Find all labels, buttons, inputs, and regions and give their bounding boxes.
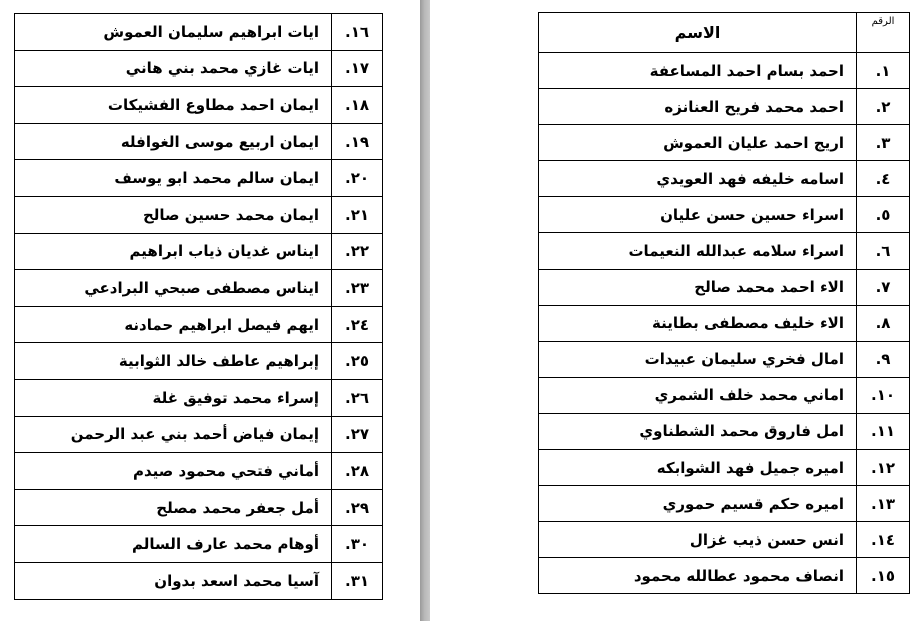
student-name: اسراء سلامه عبدالله النعيمات	[539, 233, 857, 269]
student-name: أمل جعفر محمد مصلح	[15, 489, 332, 526]
table-row	[539, 450, 910, 486]
student-name: الاء خليف مصطفى بطاينة	[539, 305, 857, 341]
table-row	[15, 87, 383, 124]
table-row	[15, 123, 383, 160]
student-name: امل فاروق محمد الشطناوي	[539, 413, 857, 449]
student-name: ايناس غديان ذياب ابراهيم	[15, 233, 332, 270]
table-row	[539, 125, 910, 161]
table-row	[539, 53, 910, 89]
row-number: ١٣.	[857, 486, 910, 522]
student-name: امال فخري سليمان عبيدات	[539, 341, 857, 377]
student-name: ايهم فيصل ابراهيم حمادنه	[15, 306, 332, 343]
table-row	[539, 89, 910, 125]
row-number: ١٧.	[332, 50, 383, 87]
row-number: ٦.	[857, 233, 910, 269]
row-number: ٢٣.	[332, 270, 383, 307]
row-number: ٧.	[857, 269, 910, 305]
table-row	[15, 562, 383, 599]
row-number: ٣.	[857, 125, 910, 161]
student-name: ايات ابراهيم سليمان العموش	[15, 14, 332, 51]
table-row	[15, 160, 383, 197]
student-name: أوهام محمد عارف السالم	[15, 526, 332, 563]
row-number: ٤.	[857, 161, 910, 197]
table-row	[539, 341, 910, 377]
student-name: اسامه خليفه فهد العويدي	[539, 161, 857, 197]
student-name: ايمان احمد مطاوع الفشيكات	[15, 87, 332, 124]
student-name: إبراهيم عاطف خالد الثوابية	[15, 343, 332, 380]
table-row	[15, 306, 383, 343]
row-number: ٩.	[857, 341, 910, 377]
table-row	[539, 522, 910, 558]
row-number: ١٨.	[332, 87, 383, 124]
student-name: ايمان اربيع موسى الغوافله	[15, 123, 332, 160]
student-name: اميره حكم قسيم حموري	[539, 486, 857, 522]
row-number: ٢٦.	[332, 379, 383, 416]
header-name: الاسم	[539, 13, 857, 53]
table-row	[15, 50, 383, 87]
table-row	[539, 233, 910, 269]
student-name: انس حسن ذيب غزال	[539, 522, 857, 558]
table-row	[15, 453, 383, 490]
row-number: ٢.	[857, 89, 910, 125]
row-number: ١٥.	[857, 558, 910, 594]
row-number: ١٩.	[332, 123, 383, 160]
table-row	[15, 489, 383, 526]
student-name: ايات غازي محمد بني هاني	[15, 50, 332, 87]
table-row	[15, 270, 383, 307]
student-name: انصاف محمود عطالله محمود	[539, 558, 857, 594]
table-row	[15, 14, 383, 51]
row-number: ٥.	[857, 197, 910, 233]
row-number: ٢٥.	[332, 343, 383, 380]
row-number: ٢٠.	[332, 160, 383, 197]
left-page	[0, 0, 420, 621]
table-row	[539, 161, 910, 197]
names-table-right	[538, 12, 910, 594]
student-name: اميره جميل فهد الشوابكه	[539, 450, 857, 486]
student-name: ايمان سالم محمد ابو يوسف	[15, 160, 332, 197]
student-name: اريج احمد عليان العموش	[539, 125, 857, 161]
table-row	[15, 196, 383, 233]
student-name: اسراء حسين حسن عليان	[539, 197, 857, 233]
names-table-left	[14, 13, 383, 600]
table-row	[539, 413, 910, 449]
table-row	[15, 343, 383, 380]
student-name: احمد بسام احمد المساعفة	[539, 53, 857, 89]
student-name: ايناس مصطفى صبحي البرادعي	[15, 270, 332, 307]
row-number: ١٦.	[332, 14, 383, 51]
row-number: ٣١.	[332, 562, 383, 599]
table-row	[539, 305, 910, 341]
student-name: احمد محمد فريح العنانزه	[539, 89, 857, 125]
row-number: ١٠.	[857, 377, 910, 413]
student-name: ايمان محمد حسين صالح	[15, 196, 332, 233]
table-row	[15, 379, 383, 416]
table-row	[15, 526, 383, 563]
row-number: ١.	[857, 53, 910, 89]
student-name: أماني فتحي محمود صيدم	[15, 453, 332, 490]
row-number: ٢٨.	[332, 453, 383, 490]
table-row	[539, 269, 910, 305]
row-number: ٢١.	[332, 196, 383, 233]
table-header-row	[539, 13, 910, 53]
table-row	[15, 416, 383, 453]
row-number: ٨.	[857, 305, 910, 341]
page-gutter	[420, 0, 430, 621]
student-name: إسراء محمد توفيق غلة	[15, 379, 332, 416]
student-name: آسيا محمد اسعد بدوان	[15, 562, 332, 599]
student-name: إيمان فياض أحمد بني عبد الرحمن	[15, 416, 332, 453]
right-page	[430, 0, 916, 621]
table-row	[539, 377, 910, 413]
row-number: ٣٠.	[332, 526, 383, 563]
row-number: ٢٩.	[332, 489, 383, 526]
student-name: الاء احمد محمد صالح	[539, 269, 857, 305]
table-row	[539, 486, 910, 522]
row-number: ١٢.	[857, 450, 910, 486]
student-name: اماني محمد خلف الشمري	[539, 377, 857, 413]
table-row	[15, 233, 383, 270]
row-number: ٢٤.	[332, 306, 383, 343]
table-row	[539, 197, 910, 233]
table-row	[539, 558, 910, 594]
row-number: ١٤.	[857, 522, 910, 558]
header-number: الرقم	[857, 13, 910, 53]
row-number: ١١.	[857, 413, 910, 449]
row-number: ٢٧.	[332, 416, 383, 453]
row-number: ٢٢.	[332, 233, 383, 270]
